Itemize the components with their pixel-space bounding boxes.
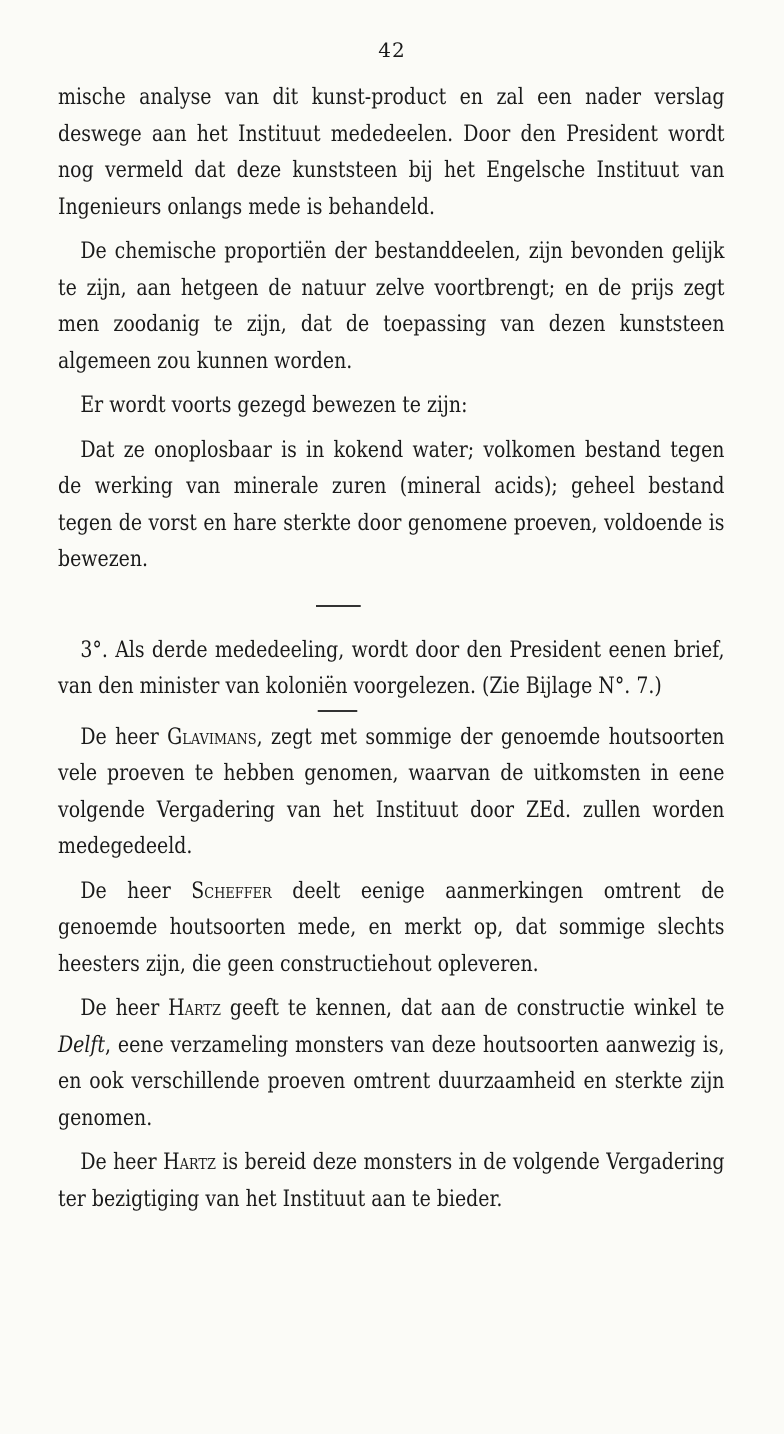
- paragraph-hartz-samples: [58, 1145, 725, 1218]
- body-text: [58, 80, 725, 1218]
- person-name: Glavimans: [167, 724, 257, 750]
- place-name: Delft: [58, 1032, 106, 1058]
- paragraph-chemical-proportions: De chemische proportiën der bestanddeelen, zijn bevonden gelijk te zijn, aan hetgeen de natuur zelve voortbrengt; en de prijs zegt men zoodanig te zijn, dat de toepassing van dezen kunststeen algemeen zou kunnen worden.: [58, 239, 725, 374]
- text-post: , zegt met sommige der genoemde houtsoorten vele proeven te hebben genomen, waarvan de uitkomsten in eene volgende Vergadering van het Instituut door ZEd. zullen worden medegedeeld.: [58, 724, 725, 859]
- text-post: deelt eenige aanmerkingen omtrent de genoemde houtsoorten mede, en merkt op, dat sommige slechts heesters zijn, die geen constructiehout opleveren.: [58, 878, 725, 977]
- person-name: Scheffer: [191, 878, 272, 904]
- section-divider: [316, 605, 361, 607]
- text-post2: , eene verzameling monsters van deze houtsoorten aanwezig is, en ook verschillende proeven omtrent duurzaamheid en sterkte zijn genomen.: [58, 1032, 725, 1131]
- page-number: 42: [378, 38, 406, 62]
- text-post: geeft te kennen, dat aan de constructie winkel te: [221, 996, 725, 1021]
- text-pre: De heer: [80, 878, 192, 904]
- person-name: Hartz: [168, 996, 222, 1021]
- section-divider-short: [318, 710, 358, 712]
- paragraph-third-communication: 3°. Als derde mededeeling, wordt door den President eenen brief, van den minister van koloniën voorgelezen. (Zie Bijlage N°. 7.): [58, 637, 725, 699]
- paragraph-hartz-delft: [58, 991, 725, 1137]
- paragraph-scheffer: [58, 874, 725, 984]
- paragraph-proven-statement: Er wordt voorts gezegd bewezen te zijn:: [80, 393, 468, 418]
- text-pre: De heer: [80, 996, 169, 1021]
- paragraph-continuation: mische analyse van dit kunst-product en zal een nader verslag deswege aan het Instituut mededeelen. Door den President wordt nog vermeld dat deze kunststeen bij het Engelsche Instituut van Ingenieurs onlangs mede is behandeld.: [58, 85, 725, 220]
- paragraph-glavimans: [58, 720, 725, 866]
- person-name: Hartz: [163, 1150, 216, 1175]
- text-pre: De heer: [80, 1150, 164, 1175]
- text-pre: De heer: [80, 724, 168, 750]
- paragraph-properties: Dat ze onoplosbaar is in kokend water; volkomen bestand tegen de werking van minerale zuren (mineral acids); geheel bestand tegen de vorst en hare sterkte door genomene proeven, voldoende is bewezen.: [58, 437, 725, 572]
- text-post: is bereid deze monsters in de volgende Vergadering ter bezigtiging van het Instituut aan te bieder.: [58, 1150, 725, 1212]
